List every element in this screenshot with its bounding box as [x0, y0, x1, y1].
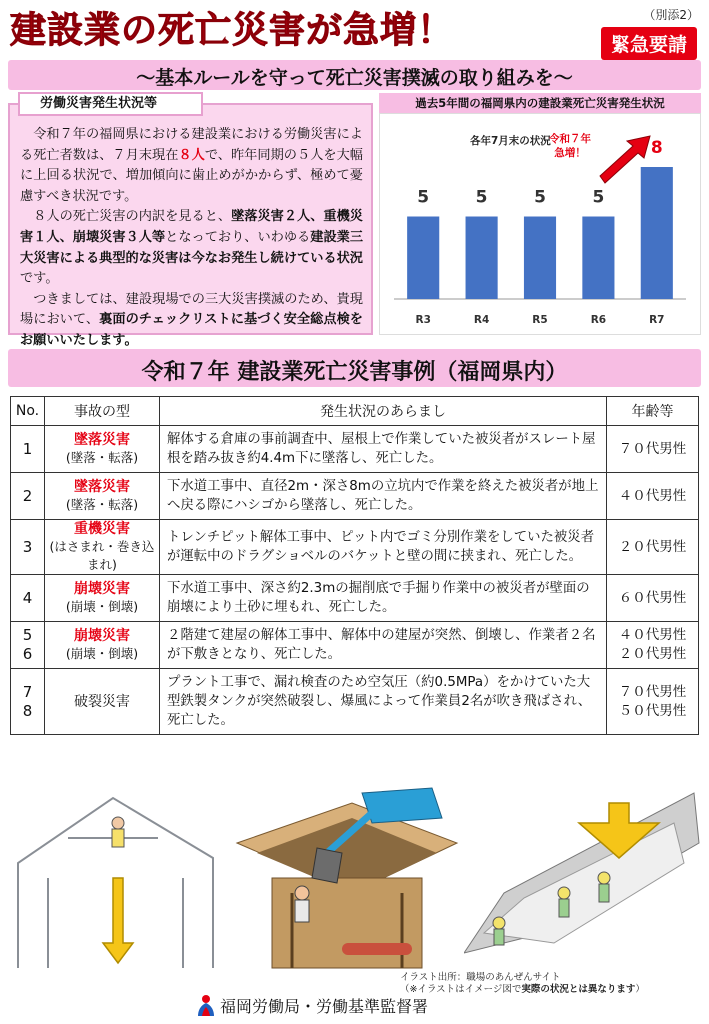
status-text: つきましては、建設現場での三大災害撲滅のため、貴現場において、 [20, 291, 363, 328]
case-subtype-label: (崩壊・倒壊) [65, 599, 139, 614]
header-age: 年齢等 [607, 397, 699, 426]
collapse-accident-illustration [464, 783, 701, 973]
case-age-text: ２０代男性 [618, 538, 687, 555]
header-type: 事故の型 [45, 397, 160, 426]
credit-source: イラスト出所：職場のあんぜんサイト [400, 972, 561, 983]
annotation-line-2: 急増！ [554, 147, 586, 159]
case-type-label: 墜落災害 [74, 479, 130, 495]
case-description-text: トレンチピット解体工事中、ピット内でゴミ分別作業をしていた被災者が運転中のドラグショベルのバケットと壁の間に挟まれ、死亡した。 [167, 530, 595, 564]
table-header-row [11, 397, 699, 426]
case-age-text: ７０代男性 [618, 440, 687, 457]
cases-title: 令和７年 建設業死亡災害事例（福岡県内） [141, 360, 568, 385]
case-subtype-label: (墜落・転落) [65, 450, 139, 465]
case-age [607, 426, 699, 473]
chart-title: 過去5年間の福岡県内の建設業死亡災害発生状況 [379, 93, 701, 113]
case-number-text: 3 [22, 537, 33, 556]
status-paragraph-2 [20, 207, 363, 289]
header-desc: 発生状況のあらまし [160, 397, 607, 426]
roof-fall-illustration [8, 783, 228, 973]
case-description [160, 473, 607, 520]
bar-chart [379, 113, 701, 335]
page-title: 建設業の死亡災害が急増！ [10, 10, 455, 51]
credit-note-bold: 実際の状況とは異なります [521, 984, 636, 995]
case-type [45, 622, 160, 669]
case-subtype-label: (墜落・転落) [65, 497, 139, 512]
chart-svg [380, 114, 700, 334]
case-description [160, 426, 607, 473]
status-text: です。 [20, 271, 59, 287]
case-age-text: ６０代男性 [618, 589, 687, 606]
status-text: ８人の死亡災害の内訳を見ると、 [33, 209, 232, 225]
typical-disaster-highlight: 建設業三大災害による典型的な災害は今なお発生し続けている状況 [20, 229, 364, 266]
case-type [45, 575, 160, 622]
case-number-text: 2 [22, 486, 33, 505]
case-number [11, 622, 45, 669]
bar-R6 [582, 217, 614, 300]
cases-banner [8, 349, 701, 387]
case-number-text: 5 6 [22, 626, 33, 663]
footer-org: 福岡労働局・労働基準監督署 [220, 997, 429, 1016]
illustration-credit [400, 972, 645, 996]
status-paragraph-1 [20, 125, 363, 207]
excavator-accident-illustration [232, 783, 462, 973]
case-type [45, 520, 160, 575]
case-age [607, 520, 699, 575]
credit-note-text: （※イラストはイメージ図で [400, 984, 522, 995]
case-number [11, 575, 45, 622]
table-row [11, 426, 699, 473]
case-subtype-label: (はさまれ・巻き込まれ) [49, 539, 155, 572]
data-label-R4: 5 [475, 187, 488, 208]
x-tick-R4: R4 [473, 314, 490, 326]
case-type [45, 669, 160, 735]
status-section-box [8, 103, 373, 348]
page-subtitle: ～基本ルールを守って死亡災害撲滅の取り組みを～ [136, 67, 573, 89]
table-row [11, 622, 699, 669]
data-label-R3: 5 [417, 187, 430, 208]
x-tick-R6: R6 [590, 314, 607, 326]
case-description-text: プラント工事で、漏れ検査のため空気圧（約0.5MPa）をかけていた大型鉄製タンクが突然破裂し、爆風によって作業員2名が吹き飛ばされ、死亡した。 [167, 675, 592, 728]
breakdown-highlight: 墜落災害２人、重機災害１人、崩壊災害３人等 [20, 209, 363, 245]
case-type-label: 崩壊災害 [74, 581, 130, 597]
status-paragraph-3 [20, 290, 363, 352]
case-number-text: 7 8 [22, 682, 33, 720]
case-number [11, 520, 45, 575]
annex-label: （別添2） [643, 8, 699, 22]
status-text: となっており、いわゆる [165, 229, 311, 245]
labor-bureau-logo-icon [196, 994, 216, 1018]
case-description [160, 669, 607, 735]
case-age-text: ４０代男性 ２０代男性 [618, 627, 687, 662]
x-tick-R7: R7 [649, 314, 665, 326]
case-description-text: ２階建て建屋の解体工事中、解体中の建屋が突然、倒壊し、作業者２名が下敷きとなり、死亡した。 [167, 628, 596, 662]
chart-subtitle: 各年7月末の状況 [470, 135, 551, 147]
credit-note [400, 984, 645, 996]
table-row [11, 473, 699, 520]
case-type-label: 崩壊災害 [74, 628, 130, 644]
case-age-text: ７０代男性 ５０代男性 [618, 683, 687, 719]
case-description [160, 575, 607, 622]
case-subtype-label: (崩壊・倒壊) [65, 646, 139, 661]
data-label-R7: 8 [650, 138, 663, 158]
table-row [11, 669, 699, 735]
case-age [607, 622, 699, 669]
x-tick-R5: R5 [532, 314, 548, 326]
case-age [607, 669, 699, 735]
case-type-label: 破裂災害 [74, 693, 130, 710]
case-number-text: 1 [22, 439, 33, 458]
table-row [11, 520, 699, 575]
death-count-highlight: ８人 [178, 147, 205, 163]
case-number [11, 669, 45, 735]
case-description-text: 下水道工事中、深さ約2.3mの掘削底で手掘り作業中の被災者が壁面の崩壊により土砂に埋もれ、死亡した。 [167, 581, 590, 615]
case-description [160, 520, 607, 575]
case-number [11, 426, 45, 473]
case-description-text: 解体する倉庫の事前調査中、屋根上で作業していた被災者がスレート屋根を踏み抜き約4.4m下に墜落し、死亡した。 [167, 432, 596, 466]
case-type [45, 473, 160, 520]
case-number-text: 4 [22, 588, 33, 607]
status-text: で、昨年同期の５人を大幅に上回る状況で、増加傾向に歯止めがかからず、極めて憂慮すべき状況です。 [20, 147, 363, 204]
case-age [607, 575, 699, 622]
case-type [45, 426, 160, 473]
bar-R3 [407, 217, 439, 300]
chart-annotation [548, 132, 650, 183]
case-type-label: 重機災害 [74, 521, 130, 537]
request-highlight: 裏面のチェックリストに基づく安全総点検をお願いいたします。 [20, 312, 363, 348]
case-number [11, 473, 45, 520]
status-text: 令和７年の福岡県における建設業における労働災害による死亡者数は、７月末現在 [20, 127, 363, 163]
bar-R7 [641, 167, 673, 299]
case-age [607, 473, 699, 520]
bar-R5 [524, 217, 556, 300]
annotation-line-1: 令和７年 [549, 133, 591, 145]
case-age-text: ４０代男性 [618, 487, 687, 504]
data-label-R5: 5 [534, 187, 546, 208]
data-label-R6: 5 [592, 187, 605, 208]
cases-table [10, 396, 699, 735]
table-row [11, 575, 699, 622]
subtitle-banner [8, 60, 701, 90]
case-description [160, 622, 607, 669]
credit-note-text: ） [635, 984, 645, 995]
case-description-text: 下水道工事中、直径2m・深さ8mの立坑内で作業を終えた被災者が地上へ戻る際にハシゴから墜落し、死亡した。 [167, 479, 599, 513]
status-section-label: 労働災害発生状況等 [18, 92, 203, 116]
header-no: No. [11, 397, 45, 426]
case-type-label: 墜落災害 [74, 432, 130, 448]
bar-R4 [466, 217, 498, 300]
urgent-badge: 緊急要請 [601, 27, 697, 60]
x-tick-R3: R3 [415, 314, 431, 326]
